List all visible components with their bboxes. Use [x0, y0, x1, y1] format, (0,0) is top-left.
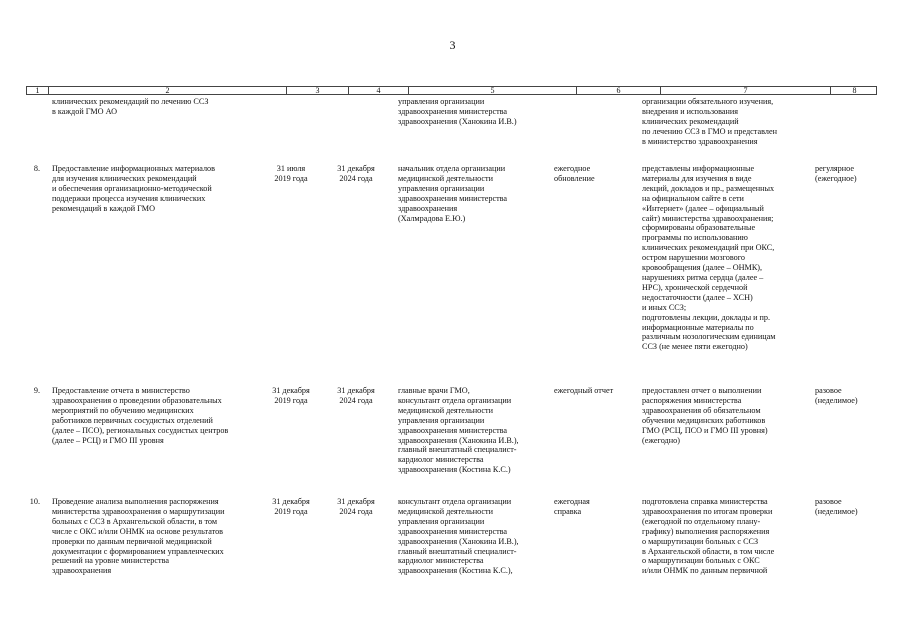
column-header-8: 8: [852, 86, 857, 95]
report-form-cell: ежегодное обновление: [554, 164, 595, 183]
column-header-1: 1: [27, 87, 49, 94]
result-cell: предоставлен отчет о выполнении распоряжения министерства здравоохранения об обязательном обучении медицинских работников ГМО (РСЦ, ПСО и ГМО III уровня) (ежегодно): [642, 386, 768, 445]
activity-cell: Предоставление информационных материалов для изучения клинических рекомендаций и обеспечения организационно-методической поддержки процесса изучения клинических рекомендаций в каждой ГМО: [52, 164, 216, 213]
column-header-5: 5: [409, 87, 577, 94]
row-number: 8.: [33, 164, 40, 173]
column-header-2: 2: [49, 87, 287, 94]
end-date-cell: 31 декабря 2024 года: [337, 497, 375, 516]
row-number: 10.: [29, 497, 40, 506]
responsible-cell: главные врачи ГМО, консультант отдела организации медицинской деятельности управления организации здравоохранения министерства здравоохранения (Ханокина И.В.), главный внештатный специалист- кардиолог министерства здравоохранения (Костина К.С.): [398, 386, 519, 475]
result-cell: организации обязательного изучения, внедрения и использования клинических рекомендаций по лечению ССЗ в ГМО и представлен в министерство здравоохранения: [642, 97, 777, 146]
activity-cell: Проведение анализа выполнения распоряжения министерства здравоохранения о маршрутизации больных с ССЗ в Архангельской области, в том числе с ОКС и/или ОНМК на основе результатов проверки по данным первичной медицинской документации с формированием управленческих решений на уровне министерства здравоохранения: [52, 497, 225, 576]
column-header-3: 3: [287, 87, 349, 94]
responsible-cell: консультант отдела организации медицинской деятельности управления организации здравоохранения министерства здравоохранения (Ханокина И.В.), главный внештатный специалист- кардиолог министерства здравоохранения (Костина К.С.),: [398, 497, 519, 576]
column-header-6: 6: [577, 87, 661, 94]
row-number: 9.: [33, 386, 40, 395]
responsible-cell: управления организации здравоохранения министерства здравоохранения (Ханокина И.В.): [398, 97, 517, 126]
report-form-cell: ежегодная справка: [554, 497, 590, 516]
end-date-cell: 31 декабря 2024 года: [337, 164, 375, 183]
start-date-cell: 31 июля 2019 года: [274, 164, 308, 183]
event-type-cell: разовое (неделимое): [815, 497, 858, 516]
end-date-cell: 31 декабря 2024 года: [337, 386, 375, 405]
start-date-cell: 31 декабря 2019 года: [272, 386, 310, 405]
result-cell: представлены информационные материалы для изучения в виде лекций, докладов и пр., размещенных на официальном сайте в сети «Интернет» (далее – официальный сайт) министерства здравоохранения; сформированы образовательные программы по использованию клинических рекомендаций при ОКС, остром нарушении мозгового кровообращения (далее – ОНМК), нарушениях ритма сердца (далее – НРС), хронической сердечной недостаточности (далее – ХСН) и иных ССЗ; подготовлены лекции, доклады и пр. информационные материалы по различным нозологическим единицам ССЗ (не менее пяти ежегодно): [642, 164, 776, 352]
responsible-cell: начальник отдела организации медицинской деятельности управления организации здравоохранения министерства здравоохранения (Халмрадова Е.Ю.): [398, 164, 508, 223]
result-cell: подготовлена справка министерства здравоохранения по итогам проверки (ежегодной по отдельному плану- графику) выполнения распоряжения о маршрутизации больных с ССЗ в Архангельской области, в том числе о маршрутизации больных с ОКС и/или ОНМК по данным первичной: [642, 497, 775, 576]
report-form-cell: ежегодный отчет: [554, 386, 614, 395]
table-header-row: [26, 86, 877, 95]
activity-cell: клинических рекомендаций по лечению ССЗ в каждой ГМО АО: [52, 97, 209, 116]
activity-cell: Предоставление отчета в министерство здравоохранения о проведении образовательных мероприятий по обучению медицинских работников первичных сосудистых отделений (далее – ПСО), региональных сосудистых центров (далее – РСЦ) и ГМО III уровня: [52, 386, 229, 445]
page-number: 3: [449, 38, 456, 52]
event-type-cell: разовое (неделимое): [815, 386, 858, 405]
event-type-cell: регулярное (ежегодное): [815, 164, 857, 183]
column-header-7: 7: [661, 87, 831, 94]
start-date-cell: 31 декабря 2019 года: [272, 497, 310, 516]
column-header-4: 4: [349, 87, 409, 94]
